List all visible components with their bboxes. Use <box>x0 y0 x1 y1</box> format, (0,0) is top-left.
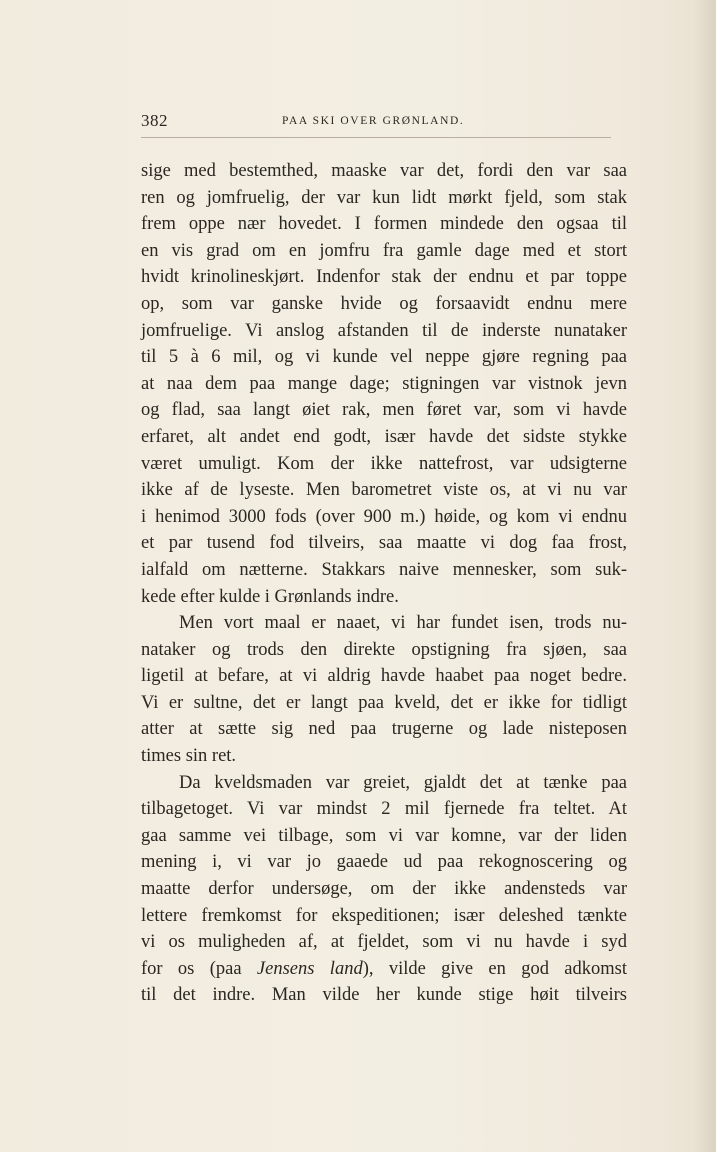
text-line: til 5 à 6 mil, og vi kunde vel neppe gjøre regning paa <box>141 347 627 368</box>
text-line: nataker og trods den direkte opstigning fra sjøen, saa <box>141 639 627 660</box>
text-line: tilbagetoget. Vi var mindst 2 mil fjernede fra teltet. At <box>141 799 627 820</box>
text-line: jomfruelige. Vi anslog afstanden til de inderste nunataker <box>141 320 627 341</box>
page-edge-shadow <box>694 0 716 1152</box>
text-fragment: for os (paa <box>141 958 257 979</box>
text-line: i henimod 3000 fods (over 900 m.) høide, og kom vi endnu <box>141 506 627 527</box>
text-line: en vis grad om en jomfru fra gamle dage med et stort <box>141 240 627 261</box>
text-line: hvidt krinolineskjørt. Indenfor stak der endnu et par toppe <box>141 267 627 288</box>
page-number: 382 <box>141 111 168 130</box>
text-line: op, som var ganske hvide og forsaavidt endnu mere <box>141 293 627 314</box>
text-line: ligetil at befare, at vi aldrig havde haabet paa noget bedre. <box>141 666 627 687</box>
text-line: Vi er sultne, det er langt paa kveld, det er ikke for tidligt <box>141 692 627 713</box>
page-header <box>141 111 611 135</box>
text-line: og flad, saa langt øiet rak, men føret var, som vi havde <box>141 400 627 421</box>
text-line-with-place-name <box>141 956 627 983</box>
text-line: kede efter kulde i Grønlands indre. <box>141 586 399 607</box>
text-line: times sin ret. <box>141 746 237 767</box>
text-line: vi os muligheden af, at fjeldet, som vi nu havde i syd <box>141 932 627 953</box>
text-line: ialfald om nætterne. Stakkars naive mennesker, som suk- <box>141 559 627 580</box>
text-line: frem oppe nær hovedet. I formen mindede den ogsaa til <box>141 214 627 235</box>
paragraph-first-line: Men vort maal er naaet, vi har fundet isen, trods nu- <box>179 613 627 634</box>
text-line: at naa dem paa mange dage; stigningen var vistnok jevn <box>141 373 627 394</box>
text-fragment: ), vilde give en god adkomst <box>362 958 627 979</box>
text-line: været umuligt. Kom der ikke nattefrost, var udsigterne <box>141 453 627 474</box>
place-name-italic: Jensens land <box>256 958 363 979</box>
text-line: til det indre. Man vilde her kunde stige høit tilveirs <box>141 985 627 1006</box>
text-line: ren og jomfruelig, der var kun lidt mørkt fjeld, som stak <box>141 187 627 208</box>
text-line: atter at sætte sig ned paa trugerne og lade nisteposen <box>141 719 627 740</box>
header-rule <box>141 137 611 138</box>
text-line: sige med bestemthed, maaske var det, fordi den var saa <box>141 161 627 181</box>
paragraph-first-line: Da kveldsmaden var greiet, gjaldt det at tænke paa <box>179 772 627 793</box>
body-text <box>141 158 627 1009</box>
text-line: maatte derfor undersøge, om der ikke andensteds var <box>141 879 627 900</box>
running-title: PAA SKI OVER GRØNLAND. <box>282 115 465 127</box>
text-line: et par tusend fod tilveirs, saa maatte vi dog faa frost, <box>141 533 627 554</box>
text-line: lettere fremkomst for ekspeditionen; især deleshed tænkte <box>141 905 627 926</box>
text-line: erfaret, alt andet end godt, især havde det sidste stykke <box>141 426 627 447</box>
text-line: mening i, vi var jo gaaede ud paa rekognoscering og <box>141 852 627 873</box>
text-line: gaa samme vei tilbage, som vi var komne, var der liden <box>141 825 627 846</box>
text-line: ikke af de lyseste. Men barometret viste os, at vi nu var <box>141 480 627 501</box>
